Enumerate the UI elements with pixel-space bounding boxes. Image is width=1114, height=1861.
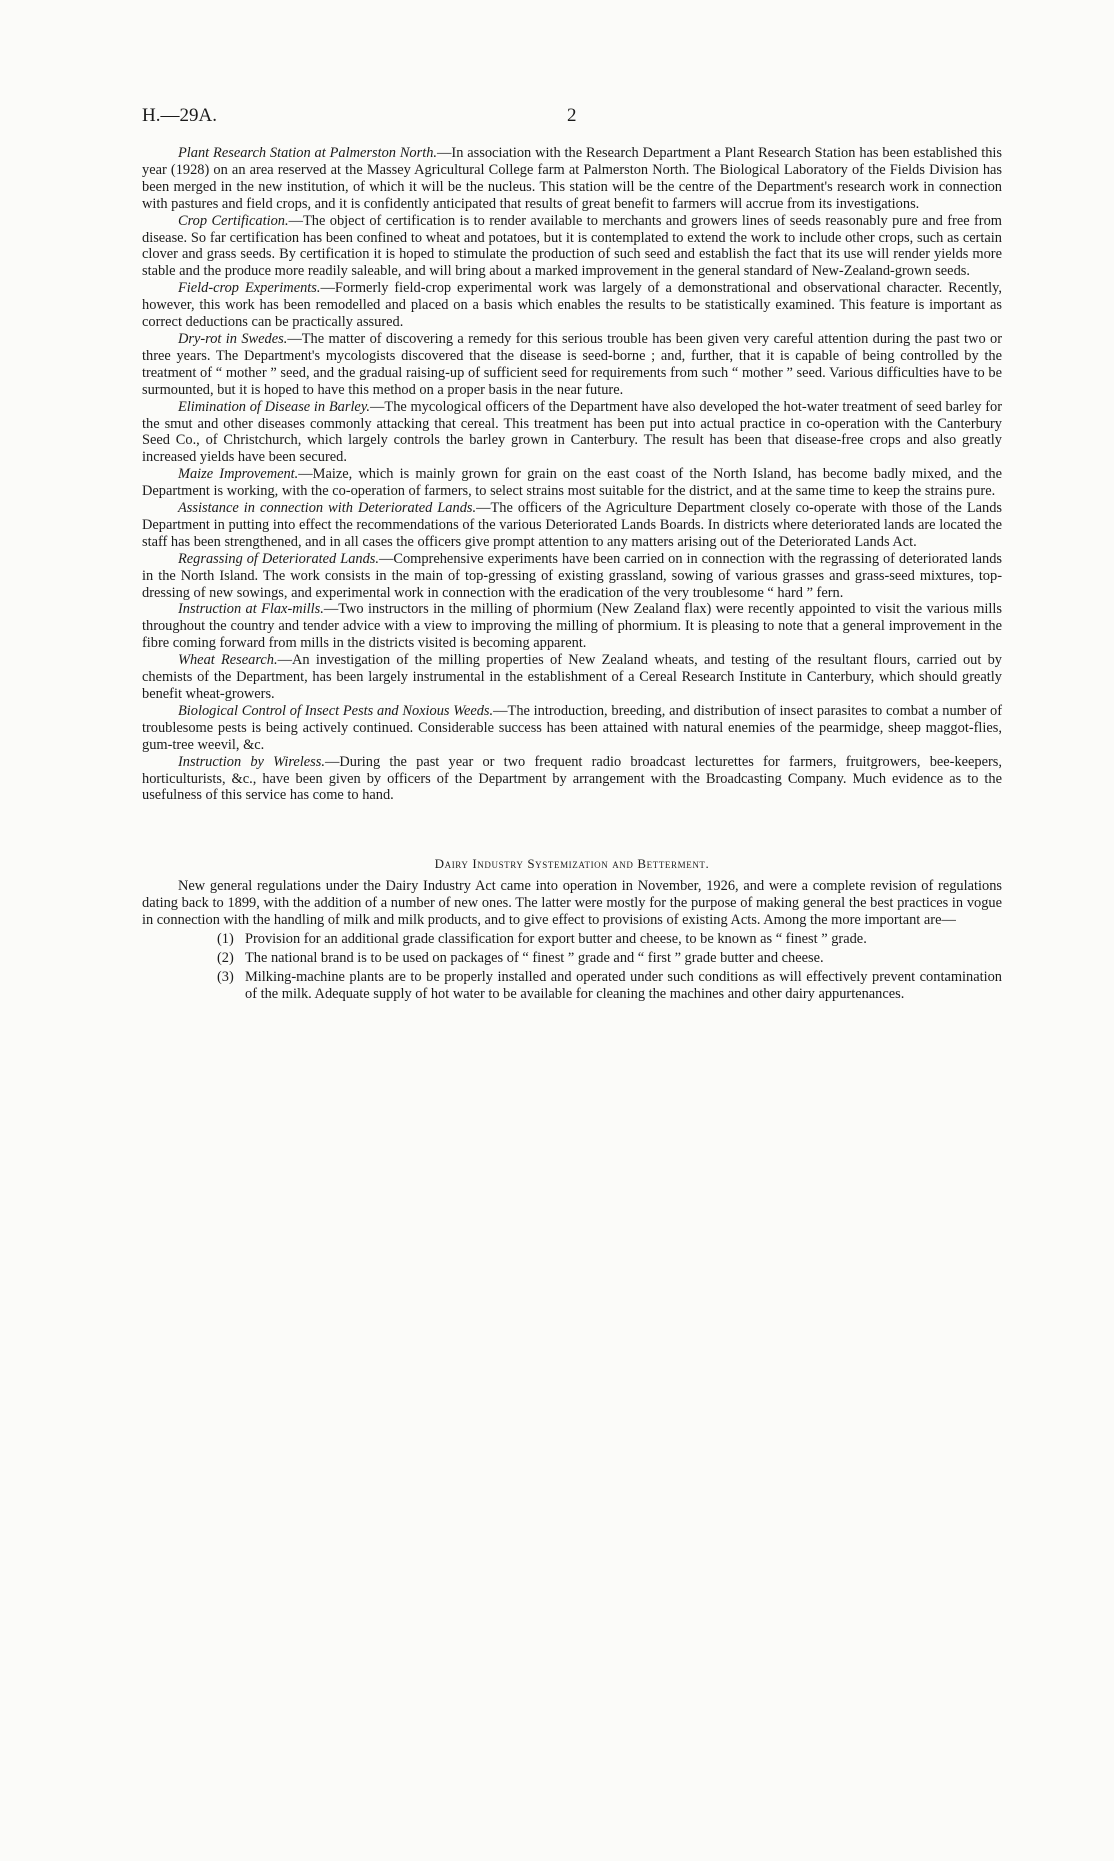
paragraph-heading: Biological Control of Insect Pests and Noxious Weeds. (178, 702, 494, 719)
paragraph-heading: Field-crop Experiments. (178, 280, 321, 297)
paragraph-wheat-research (142, 652, 1002, 703)
paragraph-instruction-by-wireless (142, 754, 1002, 805)
paragraph-text: —Formerly field-crop experimental work was largely of a demonstrational and observational character. Recently, however, this work has been remodelled and placed on a basis which enables the results to be statistically examined. This feature is important as correct deductions can be practically assured. (142, 280, 1002, 331)
paragraph-regrassing (142, 551, 1002, 602)
running-head (142, 105, 1002, 145)
paragraph-heading: Instruction at Flax-mills. (178, 601, 324, 618)
paragraph-text: —In association with the Research Department a Plant Research Station has been established this year (1928) on an area reserved at the Massey Agricultural College farm at Palmerston North. The Biological Laboratory of the Fields Division has been merged in the new institution, of which it will be the nucleus. This station will be the centre of the Department's research work in connection with pastures and field crops, and it is confidently anticipated that results of great benefit to farmers will accrue from its investigations. (142, 145, 1002, 212)
list-item-text: Milking-machine plants are to be properly installed and operated under such conditions as will effectively prevent contamination of the milk. Adequate supply of hot water to be available for cleaning the machines and other dairy appurtenances. (245, 968, 1002, 1002)
regulations-list (142, 931, 1002, 1003)
list-item-number: (3) (217, 968, 234, 985)
list-item-number: (1) (217, 931, 234, 948)
paragraph-deteriorated-lands-assistance (142, 500, 1002, 551)
paragraph-text: —Comprehensive experiments have been carried on in connection with the regrassing of deteriorated lands in the North Island. The work consists in the main of top-gressing of existing grassland, sowing of various grasses and grass-seed mixtures, top-dressing of new sowings, and experimental work in connection with the eradication of the very troublesome “ hard ” fern. (142, 550, 1002, 601)
document-reference: H.—29A. (142, 105, 217, 126)
paragraph-field-crop-experiments (142, 280, 1002, 331)
paragraph-heading: Regrassing of Deteriorated Lands. (178, 550, 379, 567)
paragraph-dry-rot-in-swedes (142, 331, 1002, 399)
paragraph-text: —The object of certification is to render available to merchants and growers lines of seeds reasonably pure and free from disease. So far certification has been confined to wheat and potatoes, but it is contemplated to extend the work to include other crops, such as certain clover and grass seeds. By certification it is hoped to stimulate the production of such seed and establish the fact that its use will render yields more stable and the produce more readily saleable, and will bring about a marked improvement in the general standard of New-Zealand-grown seeds. (142, 212, 1002, 280)
list-item (142, 969, 1002, 1003)
paragraph-plant-research-station (142, 145, 1002, 213)
paragraph-text: —During the past year or two frequent radio broadcast lecturettes for farmers, fruitgrowers, bee-keepers, horticulturists, &c., have been given by officers of the Department by arrangement with the Broadcasting Company. Much evidence as to the usefulness of this service has come to hand. (142, 753, 1002, 804)
section-heading: Dairy Industry Systemization and Betterment. (434, 856, 710, 872)
paragraph-heading: Dry-rot in Swedes. (178, 330, 288, 347)
paragraph-text: —An investigation of the milling properties of New Zealand wheats, and testing of the resultant flours, carried out by chemists of the Department, has been largely instrumental in the establishment of a Cereal Research Institute in Canterbury, which should greatly benefit wheat-growers. (142, 652, 1002, 702)
page-number: 2 (567, 105, 577, 126)
paragraph-crop-certification (142, 213, 1002, 281)
paragraph-heading: Assistance in connection with Deteriorated Lands. (178, 500, 477, 517)
paragraph-heading: Instruction by Wireless. (178, 753, 325, 770)
list-item (142, 950, 1002, 967)
paragraph-heading: Maize Improvement. (178, 466, 299, 483)
paragraph-maize-improvement (142, 466, 1002, 500)
list-item-number: (2) (217, 949, 234, 966)
paragraph-text: —The matter of discovering a remedy for this serious trouble has been given very careful attention during the past two or three years. The Department's mycologists discovered that the disease is seed-borne ; and, further, that it is capable of being controlled by the treatment of “ mother ” seed, and the gradual raising-up of sufficient seed for requirements from such “ mother ” seed. Various difficulties have to be surmounted, but it is hoped to have this method on a proper basis in the near future. (142, 330, 1002, 398)
paragraph-text: —The mycological officers of the Department have also developed the hot-water treatment of seed barley for the smut and other diseases commonly attacking that cereal. This treatment has been put into actual practice in co-operation with the Canterbury Seed Co., of Christchurch, which largely controls the barley grown in Canterbury. The result has been that disease-free crops and also greatly increased yields have been secured. (142, 398, 1002, 466)
paragraph-heading: Crop Certification. (178, 212, 289, 229)
paragraph-heading: Elimination of Disease in Barley. (178, 398, 371, 415)
body-text (142, 145, 1002, 1003)
paragraph-text: —Two instructors in the milling of phormium (New Zealand flax) were recently appointed to visit the various mills throughout the country and tender advice with a view to improving the milling of phormium. It is pleasing to note that a general improvement in the fibre coming forward from mills in the districts visited is becoming apparent. (142, 601, 1002, 652)
section-intro-paragraph: New general regulations under the Dairy Industry Act came into operation in November, 1926, and were a complete revision of regulations dating back to 1899, with the addition of a number of new ones. The latter were mostly for the purpose of making general the best practices in vogue in connection with the handling of milk and milk products, and to give effect to provisions of existing Acts. Among the more important are— (142, 878, 1002, 929)
paragraph-heading: Plant Research Station at Palmerston North. (178, 145, 438, 161)
paragraph-biological-control (142, 703, 1002, 754)
document-page (142, 105, 1002, 1005)
paragraph-heading: Wheat Research. (178, 652, 278, 669)
paragraph-text: —The introduction, breeding, and distribution of insect parasites to combat a number of troublesome pests is being actively continued. Considerable success has been attained with natural enemies of the pearmidge, sheep maggot-flies, gum-tree weevil, &c. (142, 702, 1002, 753)
paragraph-text: —The officers of the Agriculture Department closely co-operate with those of the Lands Department in putting into effect the recommendations of the various Deteriorated Lands Boards. In districts where deteriorated lands are located the staff has been strengthened, and in all cases the officers give prompt attention to any matters arising out of the Deteriorated Lands Act. (142, 500, 1002, 550)
paragraph-barley-disease (142, 399, 1002, 467)
list-item (142, 931, 1002, 948)
list-item-text: The national brand is to be used on packages of “ finest ” grade and “ first ” grade butter and cheese. (245, 949, 824, 966)
paragraph-text: —Maize, which is mainly grown for grain on the east coast of the North Island, has become badly mixed, and the Department is working, with the co-operation of farmers, to select strains most suitable for the district, and at the same time to keep the strains pure. (142, 466, 1002, 500)
list-item-text: Provision for an additional grade classification for export butter and cheese, to be known as “ finest ” grade. (245, 931, 867, 948)
paragraph-flax-mills (142, 601, 1002, 652)
